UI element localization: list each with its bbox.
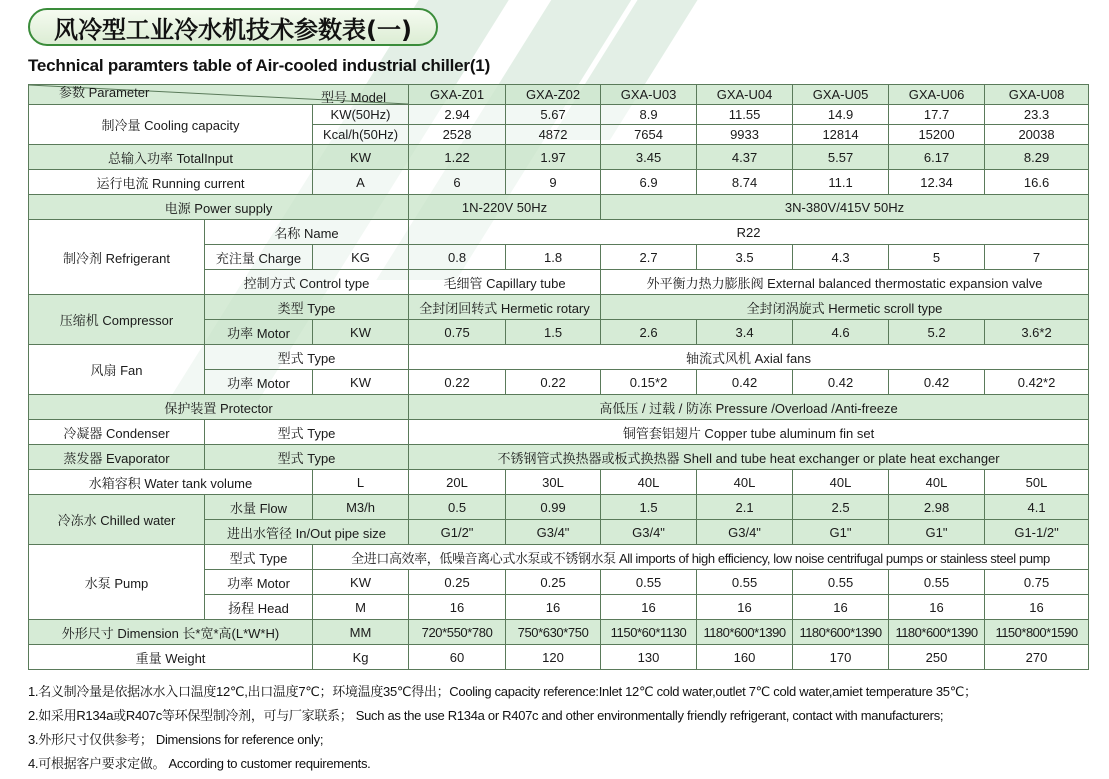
value-cell: G3/4" bbox=[697, 520, 793, 545]
value-cell: 0.15*2 bbox=[601, 370, 697, 395]
pump-motor-label: 功率 Motor bbox=[205, 570, 313, 595]
refrigerant-name-label: 名称 Name bbox=[205, 220, 409, 245]
value-cell: 750*630*750 bbox=[506, 620, 601, 645]
unit-cell: KW bbox=[313, 370, 409, 395]
value-cell: 3.4 bbox=[697, 320, 793, 345]
dimension-row bbox=[29, 620, 1089, 645]
power-supply-single-phase: 1N-220V 50Hz bbox=[409, 195, 601, 220]
refrigerant-label: 制冷剂 Refrigerant bbox=[29, 220, 205, 295]
value-cell: 0.22 bbox=[409, 370, 506, 395]
value-cell: 6.17 bbox=[889, 145, 985, 170]
weight-label: 重量 Weight bbox=[29, 645, 313, 670]
unit-cell: MM bbox=[313, 620, 409, 645]
value-cell: 16 bbox=[409, 595, 506, 620]
value-cell: G1" bbox=[889, 520, 985, 545]
compressor-type-label: 类型 Type bbox=[205, 295, 409, 320]
value-cell: 170 bbox=[793, 645, 889, 670]
unit-cell: Kcal/h(50Hz) bbox=[313, 125, 409, 145]
unit-cell: KW bbox=[313, 570, 409, 595]
pump-type-row bbox=[29, 545, 1089, 570]
water-tank-label: 水箱容积 Water tank volume bbox=[29, 470, 313, 495]
value-cell: 2.7 bbox=[601, 245, 697, 270]
value-cell: 0.75 bbox=[985, 570, 1089, 595]
value-cell: 3.6*2 bbox=[985, 320, 1089, 345]
value-cell: G3/4" bbox=[601, 520, 697, 545]
value-cell: 1150*800*1590 bbox=[985, 620, 1089, 645]
value-cell: 0.25 bbox=[409, 570, 506, 595]
control-expansion-value: 外平衡力热力膨胀阀 External balanced thermostatic expansion valve bbox=[601, 270, 1089, 295]
refrigerant-name-row bbox=[29, 220, 1089, 245]
unit-cell: L bbox=[313, 470, 409, 495]
value-cell: 1180*600*1390 bbox=[793, 620, 889, 645]
unit-cell: M3/h bbox=[313, 495, 409, 520]
value-cell: 7654 bbox=[601, 125, 697, 145]
value-cell: 17.7 bbox=[889, 105, 985, 125]
value-cell: 0.55 bbox=[697, 570, 793, 595]
value-cell: 120 bbox=[506, 645, 601, 670]
value-cell: G1/2" bbox=[409, 520, 506, 545]
value-cell: 12814 bbox=[793, 125, 889, 145]
condenser-type-label: 型式 Type bbox=[205, 420, 409, 445]
value-cell: 1.97 bbox=[506, 145, 601, 170]
spec-table bbox=[28, 84, 1089, 670]
value-cell: 3.45 bbox=[601, 145, 697, 170]
value-cell: 20038 bbox=[985, 125, 1089, 145]
footnote: 3.外形尺寸仅供参考； Dimensions for reference only; bbox=[28, 732, 324, 747]
value-cell: 4872 bbox=[506, 125, 601, 145]
compressor-motor-label: 功率 Motor bbox=[205, 320, 313, 345]
control-capillary-value: 毛细管 Capillary tube bbox=[409, 270, 601, 295]
value-cell: 0.42 bbox=[793, 370, 889, 395]
value-cell: 40L bbox=[889, 470, 985, 495]
value-cell: 1.22 bbox=[409, 145, 506, 170]
water-tank-row bbox=[29, 470, 1089, 495]
value-cell: 720*550*780 bbox=[409, 620, 506, 645]
value-cell: 16 bbox=[793, 595, 889, 620]
compressor-label: 压缩机 Compressor bbox=[29, 295, 205, 345]
chilled-water-label: 冷冻水 Chilled water bbox=[29, 495, 205, 545]
power-supply-label: 电源 Power supply bbox=[29, 195, 409, 220]
page-title bbox=[28, 8, 438, 46]
fan-type-value: 轴流式风机 Axial fans bbox=[409, 345, 1089, 370]
value-cell: 0.55 bbox=[601, 570, 697, 595]
value-cell: 14.9 bbox=[793, 105, 889, 125]
value-cell: 0.22 bbox=[506, 370, 601, 395]
value-cell: 4.3 bbox=[793, 245, 889, 270]
value-cell: 0.8 bbox=[409, 245, 506, 270]
value-cell: 2.94 bbox=[409, 105, 506, 125]
evaporator-type-label: 型式 Type bbox=[205, 445, 409, 470]
value-cell: 30L bbox=[506, 470, 601, 495]
chilled-water-flow-row bbox=[29, 495, 1089, 520]
value-cell: 5.57 bbox=[793, 145, 889, 170]
footnote: 1.名义制冷量是依据冰水入口温度12℃,出口温度7℃；环境温度35℃得出；Cooling capacity reference:Inlet 12℃ cold water,outlet 7℃ cold water,amiet temperature 35℃； bbox=[28, 684, 977, 699]
page-title-text: 风冷型工业冷水机技术参数表(一) bbox=[54, 15, 412, 44]
model-name: GXA-U03 bbox=[601, 85, 697, 105]
refrigerant-name-value: R22 bbox=[409, 220, 1089, 245]
value-cell: 60 bbox=[409, 645, 506, 670]
value-cell: 5.2 bbox=[889, 320, 985, 345]
total-input-row bbox=[29, 145, 1089, 170]
protector-label: 保护装置 Protector bbox=[29, 395, 409, 420]
pump-label: 水泵 Pump bbox=[29, 545, 205, 620]
pump-type-value: 全进口高效率，低噪音离心式水泵或不锈钢水泵 All imports of high efficiency, low noise centrifugal pumps or stainless steel pump bbox=[313, 545, 1089, 570]
value-cell: 9933 bbox=[697, 125, 793, 145]
evaporator-row bbox=[29, 445, 1089, 470]
page-subtitle: Technical paramters table of Air-cooled industrial chiller(1) bbox=[28, 56, 491, 75]
value-cell: 2.98 bbox=[889, 495, 985, 520]
unit-cell: KW bbox=[313, 145, 409, 170]
value-cell: 50L bbox=[985, 470, 1089, 495]
compressor-type-row bbox=[29, 295, 1089, 320]
flow-label: 水量 Flow bbox=[205, 495, 313, 520]
value-cell: 40L bbox=[697, 470, 793, 495]
footnote: 4.可根据客户要求定做。 According to customer requirements. bbox=[28, 756, 371, 771]
refrigerant-charge-label: 充注量 Charge bbox=[205, 245, 313, 270]
unit-cell: Kg bbox=[313, 645, 409, 670]
value-cell: 40L bbox=[793, 470, 889, 495]
value-cell: 130 bbox=[601, 645, 697, 670]
value-cell: 8.9 bbox=[601, 105, 697, 125]
value-cell: 2.5 bbox=[793, 495, 889, 520]
pipe-size-label: 进出水管径 In/Out pipe size bbox=[205, 520, 409, 545]
unit-cell: M bbox=[313, 595, 409, 620]
model-name: GXA-U08 bbox=[985, 85, 1089, 105]
fan-type-row bbox=[29, 345, 1089, 370]
unit-cell: KW bbox=[313, 320, 409, 345]
value-cell: 11.55 bbox=[697, 105, 793, 125]
header-row bbox=[29, 85, 1089, 105]
value-cell: 2.1 bbox=[697, 495, 793, 520]
total-input-label: 总输入功率 TotalInput bbox=[29, 145, 313, 170]
evaporator-label: 蒸发器 Evaporator bbox=[29, 445, 205, 470]
running-current-label: 运行电流 Running current bbox=[29, 170, 313, 195]
footnote: 2.如采用R134a或R407c等环保型制冷剂，可与厂家联系； Such as the use R134a or R407c and other environmentally friendly refrigerant, contact with manufacturers; bbox=[28, 708, 944, 723]
cooling-capacity-label: 制冷量 Cooling capacity bbox=[29, 105, 313, 145]
value-cell: 16 bbox=[697, 595, 793, 620]
fan-label: 风扇 Fan bbox=[29, 345, 205, 395]
evaporator-value: 不锈钢管式换热器或板式换热器 Shell and tube heat exchanger or plate heat exchanger bbox=[409, 445, 1089, 470]
value-cell: 0.55 bbox=[889, 570, 985, 595]
weight-row bbox=[29, 645, 1089, 670]
value-cell: 23.3 bbox=[985, 105, 1089, 125]
value-cell: 0.55 bbox=[793, 570, 889, 595]
value-cell: 9 bbox=[506, 170, 601, 195]
unit-cell: KG bbox=[313, 245, 409, 270]
value-cell: G3/4" bbox=[506, 520, 601, 545]
value-cell: 160 bbox=[697, 645, 793, 670]
condenser-label: 冷凝器 Condenser bbox=[29, 420, 205, 445]
model-name: GXA-U05 bbox=[793, 85, 889, 105]
value-cell: 1180*600*1390 bbox=[889, 620, 985, 645]
value-cell: 0.5 bbox=[409, 495, 506, 520]
model-header-label: 型号 Model bbox=[321, 90, 387, 105]
value-cell: 11.1 bbox=[793, 170, 889, 195]
value-cell: 4.1 bbox=[985, 495, 1089, 520]
value-cell: 270 bbox=[985, 645, 1089, 670]
footnotes bbox=[28, 680, 1103, 776]
value-cell: 16 bbox=[601, 595, 697, 620]
value-cell: 12.34 bbox=[889, 170, 985, 195]
value-cell: 0.99 bbox=[506, 495, 601, 520]
parameter-header-label: 参数 Parameter bbox=[59, 85, 150, 100]
value-cell: 5 bbox=[889, 245, 985, 270]
value-cell: G1" bbox=[793, 520, 889, 545]
compressor-rotary-value: 全封闭回转式 Hermetic rotary bbox=[409, 295, 601, 320]
power-supply-three-phase: 3N-380V/415V 50Hz bbox=[601, 195, 1089, 220]
value-cell: 4.6 bbox=[793, 320, 889, 345]
value-cell: 15200 bbox=[889, 125, 985, 145]
value-cell: 0.42 bbox=[889, 370, 985, 395]
unit-cell: KW(50Hz) bbox=[313, 105, 409, 125]
model-name: GXA-U04 bbox=[697, 85, 793, 105]
value-cell: 16 bbox=[506, 595, 601, 620]
value-cell: 3.5 bbox=[697, 245, 793, 270]
value-cell: 0.25 bbox=[506, 570, 601, 595]
protector-row bbox=[29, 395, 1089, 420]
condenser-row bbox=[29, 420, 1089, 445]
protector-value: 高低压 / 过载 / 防冻 Pressure /Overload /Anti-freeze bbox=[409, 395, 1089, 420]
value-cell: 16.6 bbox=[985, 170, 1089, 195]
cooling-kw-row bbox=[29, 105, 1089, 125]
dimension-label: 外形尺寸 Dimension 长*宽*高(L*W*H) bbox=[29, 620, 313, 645]
value-cell: 40L bbox=[601, 470, 697, 495]
fan-motor-label: 功率 Motor bbox=[205, 370, 313, 395]
value-cell: 8.29 bbox=[985, 145, 1089, 170]
value-cell: 1180*600*1390 bbox=[697, 620, 793, 645]
power-supply-row bbox=[29, 195, 1089, 220]
value-cell: 0.75 bbox=[409, 320, 506, 345]
value-cell: 6 bbox=[409, 170, 506, 195]
condenser-value: 铜管套铝翅片 Copper tube aluminum fin set bbox=[409, 420, 1089, 445]
value-cell: 6.9 bbox=[601, 170, 697, 195]
unit-cell: A bbox=[313, 170, 409, 195]
value-cell: 8.74 bbox=[697, 170, 793, 195]
value-cell: 1.5 bbox=[506, 320, 601, 345]
pump-head-label: 扬程 Head bbox=[205, 595, 313, 620]
value-cell: 16 bbox=[889, 595, 985, 620]
pump-type-label: 型式 Type bbox=[205, 545, 313, 570]
value-cell: 1.5 bbox=[601, 495, 697, 520]
value-cell: 5.67 bbox=[506, 105, 601, 125]
value-cell: 7 bbox=[985, 245, 1089, 270]
header-corner-cell bbox=[29, 85, 409, 105]
value-cell: 4.37 bbox=[697, 145, 793, 170]
model-name: GXA-Z01 bbox=[409, 85, 506, 105]
value-cell: G1-1/2" bbox=[985, 520, 1089, 545]
value-cell: 250 bbox=[889, 645, 985, 670]
running-current-row bbox=[29, 170, 1089, 195]
refrigerant-control-label: 控制方式 Control type bbox=[205, 270, 409, 295]
compressor-scroll-value: 全封闭涡旋式 Hermetic scroll type bbox=[601, 295, 1089, 320]
value-cell: 1.8 bbox=[506, 245, 601, 270]
value-cell: 0.42 bbox=[697, 370, 793, 395]
value-cell: 16 bbox=[985, 595, 1089, 620]
value-cell: 1150*60*1130 bbox=[601, 620, 697, 645]
value-cell: 2.6 bbox=[601, 320, 697, 345]
value-cell: 2528 bbox=[409, 125, 506, 145]
model-name: GXA-Z02 bbox=[506, 85, 601, 105]
model-name: GXA-U06 bbox=[889, 85, 985, 105]
value-cell: 20L bbox=[409, 470, 506, 495]
fan-type-label: 型式 Type bbox=[205, 345, 409, 370]
value-cell: 0.42*2 bbox=[985, 370, 1089, 395]
